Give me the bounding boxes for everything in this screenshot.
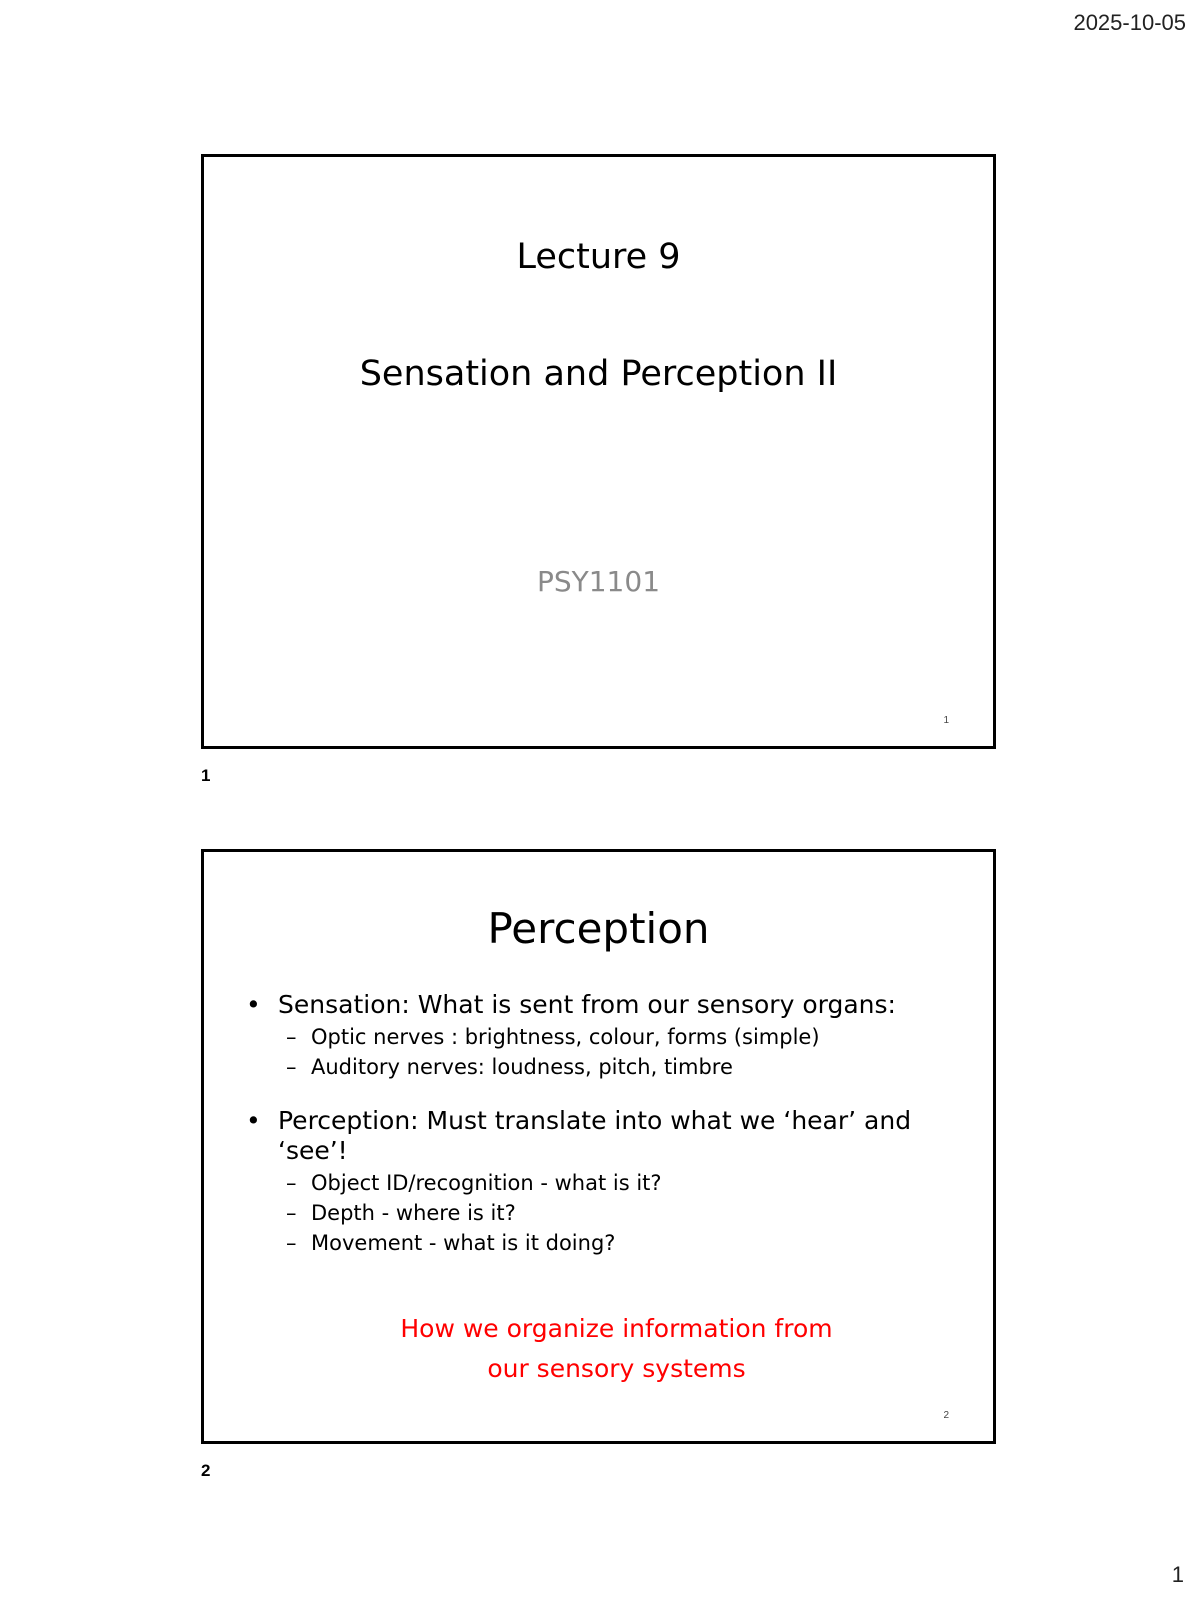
highlight-line: our sensory systems	[487, 1354, 746, 1383]
bullet-item	[246, 990, 953, 1082]
slide-2	[201, 849, 996, 1444]
slide-2-label: 2	[201, 1461, 211, 1480]
bullet-text: Sensation: What is sent from our sensory organs:	[278, 990, 896, 1019]
slide-2-footer-number: 2	[943, 1410, 949, 1421]
page-date: 2025-10-05	[1073, 10, 1186, 35]
slide-1-title: Lecture 9	[516, 237, 681, 277]
subbullet-item: – Depth - where is it?	[278, 1198, 953, 1228]
subbullet-list	[278, 1168, 953, 1258]
bullet-text: Perception: Must translate into what we ‘hear’ and ‘see’!	[278, 1106, 912, 1165]
subbullet-item: – Auditory nerves: loudness, pitch, timbre	[278, 1052, 953, 1082]
slide-1	[201, 154, 996, 749]
subbullet-item: – Movement - what is it doing?	[278, 1228, 953, 1258]
highlight-line: How we organize information from	[400, 1314, 833, 1343]
highlight-text	[204, 1309, 993, 1389]
subbullet-item: – Object ID/recognition - what is it?	[278, 1168, 953, 1198]
bullet-list	[246, 990, 953, 1258]
slide-1-subtitle: Sensation and Perception II	[359, 354, 838, 394]
page-number: 1	[1171, 1562, 1184, 1587]
bullet-item	[246, 1106, 953, 1258]
slide-1-label: 1	[201, 766, 211, 785]
slide-1-footer-number: 1	[943, 715, 949, 726]
slide-1-course-code: PSY1101	[536, 565, 661, 598]
subbullet-list	[278, 1022, 953, 1082]
subbullet-item: – Optic nerves : brightness, colour, forms (simple)	[278, 1022, 953, 1052]
slide-2-title: Perception	[487, 904, 710, 953]
